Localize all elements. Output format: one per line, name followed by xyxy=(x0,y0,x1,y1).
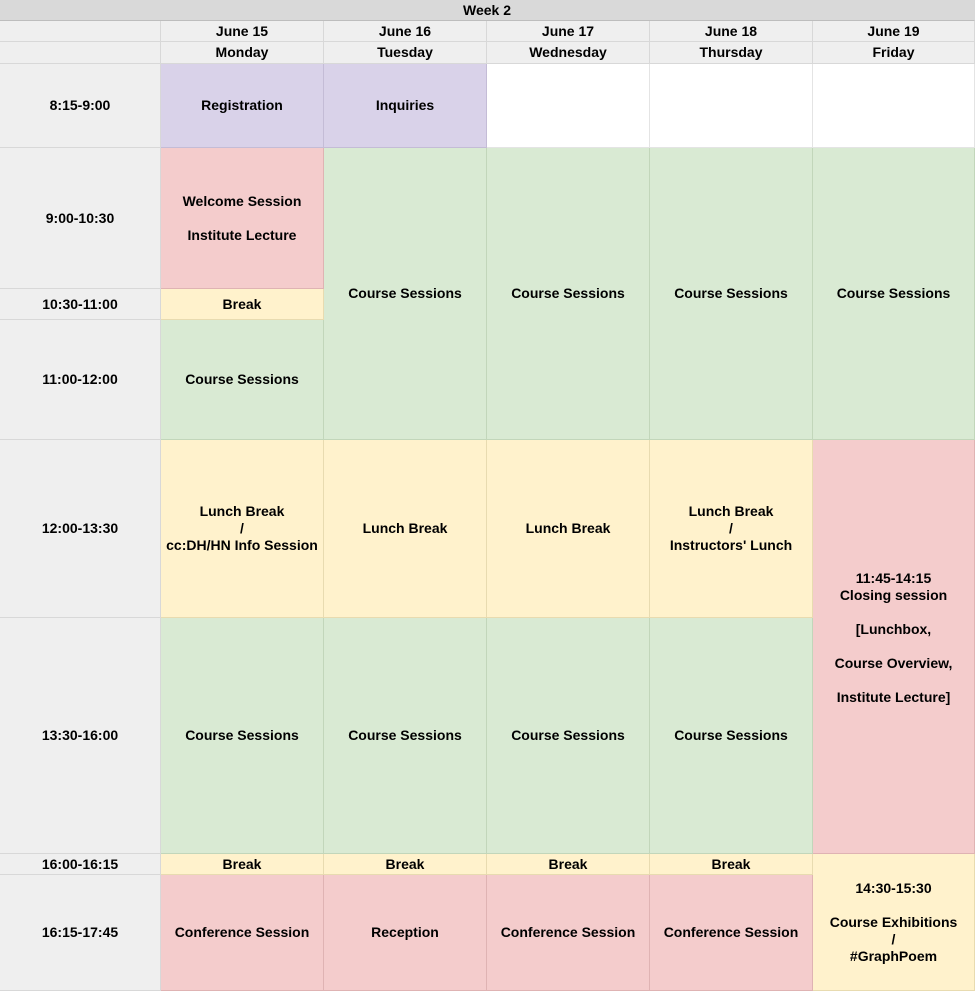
day-date-monday: June 15 xyxy=(161,21,324,42)
event-conference-session: Conference Session xyxy=(650,875,813,991)
event-course-sessions: Course Sessions xyxy=(487,618,650,854)
event-course-sessions: Course Sessions xyxy=(487,148,650,440)
day-name-thursday: Thursday xyxy=(650,42,813,64)
empty-cell xyxy=(650,64,813,148)
event-break: Break xyxy=(650,854,813,875)
event-line: / xyxy=(891,930,896,947)
event-line: [Lunchbox, xyxy=(855,621,932,637)
day-date-friday: June 19 xyxy=(813,21,975,42)
event-line: Lunch Break xyxy=(688,503,774,519)
event-conference-session: Conference Session xyxy=(487,875,650,991)
event-registration: Registration xyxy=(161,64,324,148)
event-line: 14:30-15:30 xyxy=(855,879,932,896)
time-slot: 16:00-16:15 xyxy=(0,854,161,875)
event-line: Instructors' Lunch xyxy=(669,537,793,553)
event-line: cc:DH/HN Info Session xyxy=(166,537,318,553)
empty-cell xyxy=(487,64,650,148)
event-course-sessions: Course Sessions xyxy=(813,148,975,440)
time-slot: 11:00-12:00 xyxy=(0,320,161,440)
event-course-sessions: Course Sessions xyxy=(161,618,324,854)
event-line: 11:45-14:15 xyxy=(855,570,932,586)
event-line: Course Exhibitions xyxy=(829,913,958,930)
day-date-tuesday: June 16 xyxy=(324,21,487,42)
event-line: Welcome Session xyxy=(182,192,302,209)
event-line: / xyxy=(240,520,244,536)
event-course-sessions: Course Sessions xyxy=(324,148,487,440)
corner-cell-date xyxy=(0,21,161,42)
day-name-wednesday: Wednesday xyxy=(487,42,650,64)
day-name-tuesday: Tuesday xyxy=(324,42,487,64)
time-slot: 13:30-16:00 xyxy=(0,618,161,854)
event-reception: Reception xyxy=(324,875,487,991)
event-course-sessions: Course Sessions xyxy=(650,148,813,440)
event-course-sessions: Course Sessions xyxy=(161,320,324,440)
time-slot: 12:00-13:30 xyxy=(0,440,161,618)
time-slot: 8:15-9:00 xyxy=(0,64,161,148)
day-name-friday: Friday xyxy=(813,42,975,64)
week-title: Week 2 xyxy=(0,0,975,21)
time-slot: 16:15-17:45 xyxy=(0,875,161,991)
event-lunch-break: Lunch Break xyxy=(487,440,650,618)
event-line: Course Overview, xyxy=(834,655,953,671)
time-slot: 10:30-11:00 xyxy=(0,289,161,320)
event-course-exhibitions xyxy=(813,854,975,991)
event-course-sessions: Course Sessions xyxy=(650,618,813,854)
time-slot: 9:00-10:30 xyxy=(0,148,161,289)
event-closing-session xyxy=(813,440,975,854)
corner-cell-weekday xyxy=(0,42,161,64)
event-welcome-session xyxy=(161,148,324,289)
event-lunch-break xyxy=(161,440,324,618)
event-line: #GraphPoem xyxy=(849,947,938,964)
day-date-thursday: June 18 xyxy=(650,21,813,42)
event-break: Break xyxy=(324,854,487,875)
event-line: Institute Lecture xyxy=(187,226,297,243)
event-lunch-break xyxy=(650,440,813,618)
event-line: Institute Lecture] xyxy=(836,689,951,705)
event-lunch-break: Lunch Break xyxy=(324,440,487,618)
event-inquiries: Inquiries xyxy=(324,64,487,148)
event-break: Break xyxy=(161,289,324,320)
event-conference-session: Conference Session xyxy=(161,875,324,991)
day-date-wednesday: June 17 xyxy=(487,21,650,42)
day-name-monday: Monday xyxy=(161,42,324,64)
event-line: Closing session xyxy=(839,587,948,603)
event-course-sessions: Course Sessions xyxy=(324,618,487,854)
event-break: Break xyxy=(487,854,650,875)
event-line: Lunch Break xyxy=(199,503,285,519)
empty-cell xyxy=(813,64,975,148)
event-line: / xyxy=(729,520,733,536)
event-break: Break xyxy=(161,854,324,875)
